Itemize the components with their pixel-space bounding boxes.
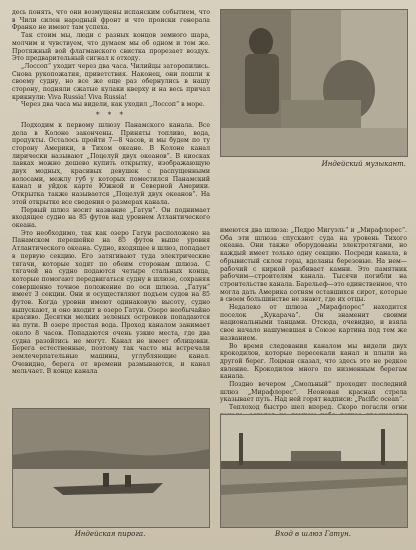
lock-caption: Вход в шлюз Гатун. bbox=[275, 530, 351, 538]
musician-caption: Индейский музыкант. bbox=[321, 160, 406, 168]
paragraph: Это необходимо, так как озеро Гатун расположено на Панамском перешейке на 85 футов выше уровня Атлантического океана. Судно, входящее в шлюз, попадает в первую секцию. Его затягивают туда электрические тягачи, которые ходят по обеим сторонам шлюза. С тягачей на судно подаются четыре стальных конца, которые помогают передвигаться судну в шлюзе, сохраняя совершенно точное положение по оси шлюза. „Гатун“ имеет 3 секции. Они и осуществляют подъем судов на 85 футов. Когда уровни имеют одинаковую высоту, судно выпускают, и оно входит в озеро Гатун. Озеро необычайно красиво. Десятки мелких зеленых островков попадаются на пути. В озере престая вода. Проход каналом занимает около 8 часов. Попадаются очень узкие места, где два судна разойтись не могут. Канал не имеет облицовки. Берега естественные, поэтому так часто мы встречали землечерпательные машины, углубляющие канал. Очевидно, берега от времени размываются, и канал мельчает. В конце канала bbox=[12, 229, 210, 376]
pirogue-photo bbox=[12, 408, 210, 528]
paragraph: Во время следования каналом мы видели двух крокодилов, которые пересекали канал и плыли на другой берег. Лоцман сказал, что здесь это не редкое явление. Крокодилов много по низменным берегам канала. bbox=[220, 342, 407, 381]
paragraph: десь понять, что они возмущены испанским событием, что в Чили силен народный фронт и что происки генерала Франко не имеют там успеха. bbox=[12, 9, 210, 32]
musician-photo bbox=[220, 9, 408, 157]
right-text-column bbox=[220, 227, 407, 437]
paragraph: Недалеко от шлюза „Мирафлорес“ находится поселок „Кукарача“. Он знаменит своими национальными танцами. Отсюда, очевидно, и взяла свое начало нашумевшая в Союзе картина под тем же названием. bbox=[220, 304, 407, 342]
left-text-column bbox=[12, 9, 210, 376]
paragraph: Первый шлюз носит название „Гатун“. Он поднимает входящее судно на 85 футов над уровнем Атлантического океана. bbox=[12, 206, 210, 229]
pirogue-caption: Индейская пирога. bbox=[74, 530, 146, 538]
section-divider: * * * bbox=[96, 111, 126, 120]
paragraph: Поздно вечером „Смольный“ проходит последний шлюз „Мирафлорес“. Неоновая красная стрела указывает путь. Над ней горят надписи: „Pacific ocean“. bbox=[220, 381, 407, 404]
paragraph: Теплоход быстро шел вперед. Скоро погасли огни bbox=[229, 404, 407, 412]
paragraph: Подходим к первому шлюзу Панамского канала. Все дела в Колоне закончены. Приняты топливо, вода, продукты. Осталось пройти 7—8 часов, и мы будем по ту сторону Америки, в Тихом океане. В Колоне канал лирически называют „Поцелуй двух океанов“. В киосках лавках можно дешево купить открытку, изображающую двух модных, красивых девушек с распущенными волосами, межлу губ у которых поместился Панамский канал и уйдок карте Южной и Северной Америки. Открытка также называется „Поцелуй двух океанов“. На этой открытке все сведения о размерах канала. bbox=[12, 121, 210, 206]
lock-photo bbox=[220, 414, 408, 528]
paragraph: имеются два шлюза: „Педро Мигуэль“ и „Мирафлорес“. Оба эти шлюза спускают суда на уровень Тихого океана. Они также оборудованы электротягами, но каждый имеет только одну секцию. Посреди канала, в обрывистый склон горы, вделаны березовые. На нем—рабочий с киркой разбивает камни. Это памятник рабочим—строителям канала. Тысячи погибли на строительстве канала. Барельеф—это единственное, что могла дать Америка сотням оставшихся сирот, которые в своем большинстве не знают, где их отцы. bbox=[220, 227, 407, 304]
paragraph: Так стоим мы, люди с разных концов земного шара, молчим и чувствуем, что думаем мы об одном и том же. Протяжный вой флагманского свистка прорезает воздух. Это предварительный сигнал к отходу. bbox=[12, 32, 210, 63]
paragraph: „Лоссоп“ уходит через два часа. Чилийцы заторопились. Снова рукопожатия, приветствия. Наконец, они пошли к своему судну, но все же еще раз обернулись в нашу сторону, подняли сжатые кулаки кверху и на весь причал крикнули: Viva Russia! Viva Russia! bbox=[12, 62, 210, 101]
paragraph: Через два часа мы видели, как уходил „Лоссоп“ в море. bbox=[21, 101, 205, 109]
